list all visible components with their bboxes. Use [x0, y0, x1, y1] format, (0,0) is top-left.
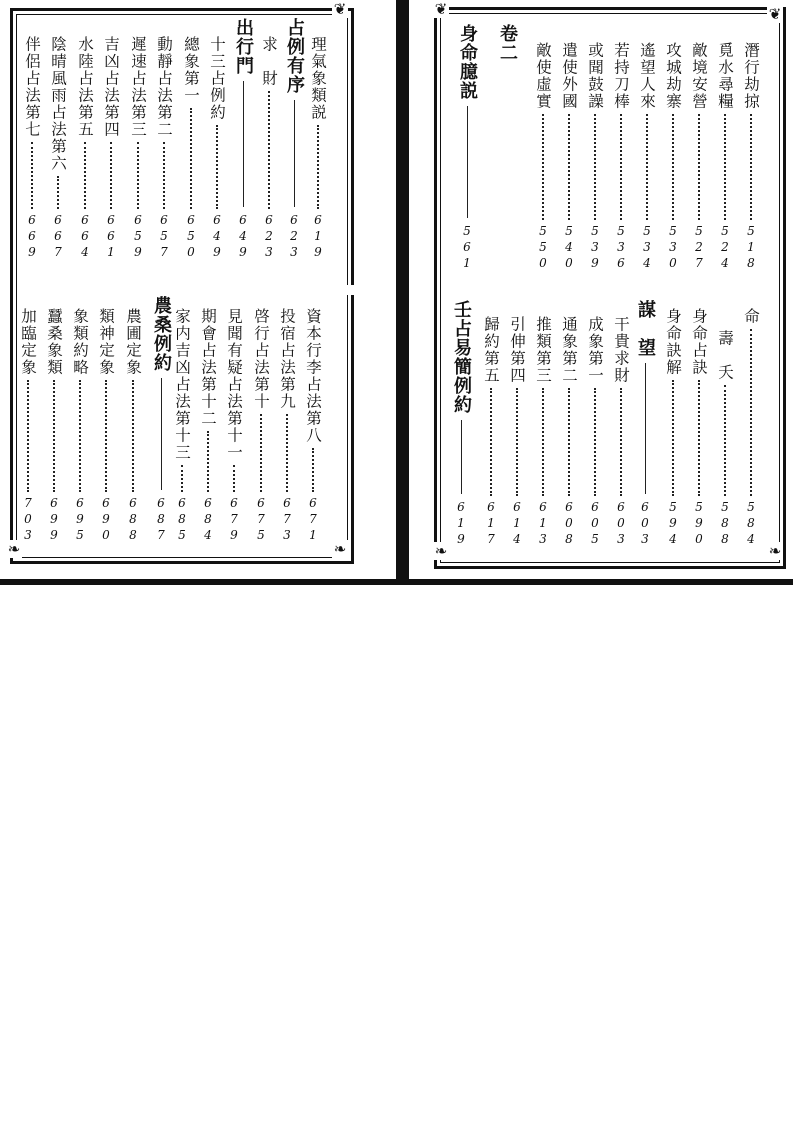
leader-dots	[594, 388, 596, 496]
toc-entry-label: 推類第三	[534, 316, 552, 384]
toc-entry-page: 536	[614, 224, 628, 272]
toc-entry-label: 家内吉凶占法第十三	[173, 308, 191, 461]
toc-entry-label: 資本行李占法第八	[304, 308, 322, 444]
toc-entry-page: 688	[126, 496, 140, 544]
toc-entry-page: 590	[692, 500, 706, 548]
leader-line	[294, 100, 295, 207]
toc-entry	[276, 308, 298, 544]
toc-entry-label: 類神定象	[97, 308, 115, 376]
toc-entry-label: 潛行劫掠	[742, 42, 760, 110]
leader-line	[161, 378, 162, 490]
toc-entry-page: 588	[718, 500, 732, 548]
toc-entry	[636, 42, 658, 272]
toc-entry-label: 遣使外國	[560, 42, 578, 110]
toc-entry-label: 謀 望	[635, 300, 656, 357]
toc-entry	[206, 36, 228, 261]
toc-entry	[688, 308, 710, 548]
toc-entry-page: 594	[666, 500, 680, 548]
toc-entry-page: 659	[131, 213, 145, 261]
leader-dots	[57, 176, 59, 209]
book-gutter	[396, 0, 409, 584]
toc-entry-page: 650	[184, 213, 198, 261]
toc-entry	[662, 42, 684, 272]
toc-entry-page: 540	[562, 224, 576, 272]
toc-entry	[258, 36, 280, 261]
toc-entry-page: 613	[536, 500, 550, 548]
toc-entry-page: 649	[210, 213, 224, 261]
toc-entry-label: 總象第一	[182, 36, 200, 104]
toc-entry-label: 出行門	[233, 18, 254, 75]
toc-entry-label: 象類約略	[71, 308, 89, 376]
toc-entry-label: 十三占例約	[208, 36, 226, 121]
volume-heading	[496, 24, 518, 104]
leader-dots	[181, 465, 183, 492]
toc-entry-page: 673	[280, 496, 294, 544]
toc-entry-label: 身命訣解	[664, 308, 682, 376]
toc-entry	[456, 24, 478, 272]
toc-entry	[532, 316, 554, 548]
toc-entry-label: 理氣象類説	[309, 36, 327, 121]
toc-entry	[180, 36, 202, 261]
leader-dots	[312, 448, 314, 492]
toc-entry	[740, 308, 762, 548]
toc-entry-label: 通象第二	[560, 316, 578, 384]
toc-entry-page: 561	[460, 224, 474, 272]
leader-line	[645, 363, 646, 494]
toc-entry	[307, 36, 329, 261]
leader-dots	[105, 380, 107, 492]
corner-ornament-icon: ❦	[434, 0, 448, 18]
toc-entry-page: 675	[254, 496, 268, 544]
leader-line	[243, 81, 244, 207]
toc-entry	[17, 308, 39, 544]
toc-entry-label: 成象第一	[586, 316, 604, 384]
leader-dots	[110, 142, 112, 209]
toc-entry-label: 干貴求財	[612, 316, 630, 384]
corner-ornament-icon: ❦	[333, 0, 347, 18]
leader-dots	[750, 329, 752, 496]
leader-dots	[568, 388, 570, 496]
leader-dots	[268, 91, 270, 209]
toc-entry-page: 657	[157, 213, 171, 261]
leader-dots	[594, 114, 596, 220]
toc-entry	[688, 42, 710, 272]
leader-dots	[620, 388, 622, 496]
toc-entry	[100, 36, 122, 261]
leader-dots	[317, 125, 319, 209]
leader-dots	[207, 431, 209, 492]
toc-entry	[21, 36, 43, 261]
toc-entry-page: 649	[236, 213, 250, 261]
toc-entry	[95, 308, 117, 544]
leader-dots	[79, 380, 81, 492]
toc-entry-label: 覓水尋糧	[716, 42, 734, 110]
toc-entry-label: 遙望人來	[638, 42, 656, 110]
corner-ornament-icon: ❧	[768, 542, 782, 560]
toc-entry-page: 614	[510, 500, 524, 548]
toc-entry	[250, 308, 272, 544]
toc-entry	[480, 316, 502, 548]
toc-entry-label: 攻城劫寨	[664, 42, 682, 110]
scan-bottom-edge	[0, 579, 793, 585]
toc-entry-label: 農桑例約	[151, 296, 172, 372]
toc-entry-label: 命	[742, 308, 760, 325]
toc-entry	[714, 42, 736, 272]
toc-entry-label: 或聞鼓譟	[586, 42, 604, 110]
toc-entry-page: 699	[47, 496, 61, 544]
toc-entry-label: 壬占易簡例約	[451, 300, 472, 414]
toc-entry-label: 伴侶占法第七	[23, 36, 41, 138]
toc-entry-page: 695	[73, 496, 87, 544]
leader-dots	[672, 114, 674, 220]
toc-entry-page: 623	[262, 213, 276, 261]
leader-dots	[84, 142, 86, 209]
section-gap	[445, 288, 757, 298]
toc-entry-page: 534	[640, 224, 654, 272]
toc-entry	[532, 42, 554, 272]
toc-entry-label: 蠶桑象類	[45, 308, 63, 376]
toc-entry	[634, 300, 656, 548]
leader-dots	[542, 114, 544, 220]
toc-entry-label: 身命占訣	[690, 308, 708, 376]
toc-entry	[740, 42, 762, 272]
leader-dots	[233, 465, 235, 492]
toc-entry-page: 667	[51, 213, 65, 261]
toc-entry-page: 679	[227, 496, 241, 544]
toc-entry-page: 608	[562, 500, 576, 548]
leader-dots	[672, 380, 674, 496]
toc-entry	[122, 308, 144, 544]
leader-dots	[698, 380, 700, 496]
toc-entry-label: 投宿占法第九	[278, 308, 296, 410]
corner-ornament-icon: ❧	[333, 540, 347, 558]
leader-dots	[163, 142, 165, 209]
section-gap	[36, 285, 360, 295]
right-page	[409, 0, 793, 578]
toc-entry-page: 669	[25, 213, 39, 261]
toc-entry-page: 687	[154, 496, 168, 544]
toc-entry	[610, 316, 632, 548]
leader-dots	[516, 388, 518, 496]
toc-entry	[171, 308, 193, 544]
left-page	[0, 0, 396, 578]
toc-entry-page: 617	[484, 500, 498, 548]
leader-dots	[724, 385, 726, 496]
toc-entry-page: 527	[692, 224, 706, 272]
leader-dots	[190, 108, 192, 209]
toc-entry-page: 530	[666, 224, 680, 272]
toc-entry	[506, 316, 528, 548]
leader-dots	[132, 380, 134, 492]
toc-entry	[153, 36, 175, 261]
toc-entry-label: 敵使虛實	[534, 42, 552, 110]
toc-entry-label: 見聞有疑占法第十一	[225, 308, 243, 461]
leader-dots	[260, 414, 262, 492]
toc-entry-label: 動靜占法第二	[155, 36, 173, 138]
toc-entry	[47, 36, 69, 261]
toc-entry	[43, 308, 65, 544]
toc-entry	[150, 296, 172, 544]
toc-entry-page: 661	[104, 213, 118, 261]
toc-entry	[69, 308, 91, 544]
leader-dots	[620, 114, 622, 220]
toc-entry-label: 敵境安營	[690, 42, 708, 110]
toc-entry	[584, 316, 606, 548]
toc-entry-page: 518	[744, 224, 758, 272]
toc-entry-page: 605	[588, 500, 602, 548]
toc-entry-page: 685	[175, 496, 189, 544]
toc-entry	[584, 42, 606, 272]
toc-entry-label: 壽 夭	[716, 330, 734, 381]
toc-entry	[714, 330, 736, 548]
toc-entry-page: 671	[306, 496, 320, 544]
leader-dots	[216, 125, 218, 209]
toc-entry-page: 619	[454, 500, 468, 548]
toc-entry-page: 623	[287, 213, 301, 261]
toc-entry	[662, 308, 684, 548]
toc-entry-label: 陰晴風雨占法第六	[49, 36, 67, 172]
toc-entry-page: 603	[614, 500, 628, 548]
toc-entry-page: 684	[201, 496, 215, 544]
leader-dots	[137, 142, 139, 209]
toc-entry	[558, 42, 580, 272]
leader-dots	[646, 114, 648, 220]
toc-entry-label: 引伸第四	[508, 316, 526, 384]
toc-entry	[232, 18, 254, 261]
toc-entry-label: 身命臆説	[457, 24, 478, 100]
toc-entry-label: 吉凶占法第四	[102, 36, 120, 138]
leader-dots	[31, 142, 33, 209]
toc-entry	[74, 36, 96, 261]
toc-entry-label: 期會占法第十二	[199, 308, 217, 427]
toc-entry-label: 水陸占法第五	[76, 36, 94, 138]
toc-entry	[610, 42, 632, 272]
toc-entry	[558, 316, 580, 548]
leader-line	[461, 420, 462, 494]
toc-entry	[283, 18, 305, 261]
leader-dots	[490, 388, 492, 496]
leader-dots	[53, 380, 55, 492]
toc-entry-page: 524	[718, 224, 732, 272]
toc-entry-label: 啓行占法第十	[252, 308, 270, 410]
leader-dots	[27, 380, 29, 492]
toc-entry-page: 584	[744, 500, 758, 548]
toc-entry-label: 求 財	[260, 36, 278, 87]
toc-entry	[197, 308, 219, 544]
toc-entry-label: 歸約第五	[482, 316, 500, 384]
corner-ornament-icon: ❧	[7, 540, 21, 558]
toc-entry-page: 619	[311, 213, 325, 261]
leader-dots	[698, 114, 700, 220]
toc-entry-label: 農圃定象	[124, 308, 142, 376]
leader-dots	[724, 114, 726, 220]
toc-entry	[127, 36, 149, 261]
toc-entry-page: 690	[99, 496, 113, 544]
toc-entry-page: 703	[21, 496, 35, 544]
corner-ornament-icon: ❧	[434, 542, 448, 560]
leader-dots	[286, 414, 288, 492]
toc-entry-label: 若持刀棒	[612, 42, 630, 110]
leader-dots	[542, 388, 544, 496]
toc-entry-label: 加臨定象	[19, 308, 37, 376]
toc-entry-page: 539	[588, 224, 602, 272]
toc-entry	[450, 300, 472, 548]
leader-line	[467, 106, 468, 218]
toc-entry-page: 664	[78, 213, 92, 261]
leader-dots	[750, 114, 752, 220]
toc-entry-page: 550	[536, 224, 550, 272]
volume-label: 卷二	[497, 24, 518, 62]
corner-ornament-icon: ❦	[768, 5, 782, 23]
toc-entry-page: 603	[638, 500, 652, 548]
leader-dots	[568, 114, 570, 220]
toc-entry-label: 遲速占法第三	[129, 36, 147, 138]
toc-entry	[302, 308, 324, 544]
toc-entry-label: 占例有序	[284, 18, 305, 94]
toc-entry	[223, 308, 245, 544]
